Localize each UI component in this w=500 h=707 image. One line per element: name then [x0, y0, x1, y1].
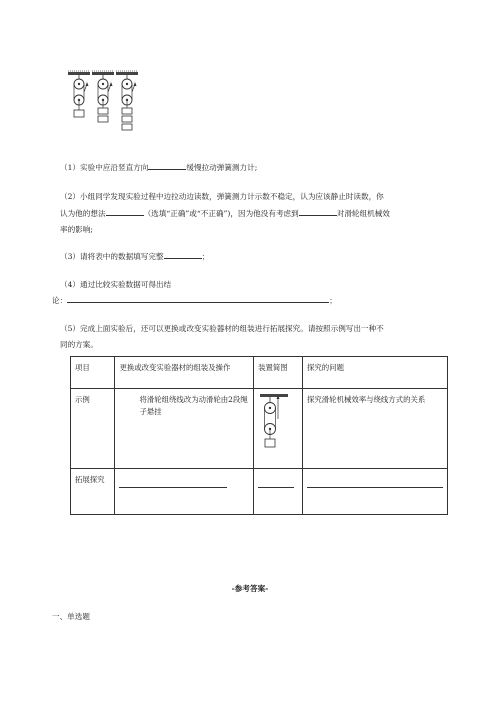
question-2-text-1: （2）小组同学发现实验过程中边拉动边读数，弹簧测力计示数不稳定，认为应该静止时读数，你: [60, 192, 384, 201]
pulley-apparatus-figure: [66, 70, 148, 142]
pulley-diagram-icon: [256, 393, 292, 453]
table-row-extend: [71, 469, 448, 515]
pulley-setup-3-icon: [116, 71, 138, 130]
question-4-text-1: （4）通过比较实验数据可得出结: [60, 280, 172, 289]
question-2-text-3: 率的影响;: [60, 225, 93, 234]
question-5-line-1: [60, 321, 460, 337]
question-1-prefix: （1）实验中应沿竖直方向: [60, 163, 149, 172]
table-header-cell: 探究的问题: [303, 357, 448, 389]
question-2-blank-2[interactable]: [299, 206, 337, 216]
table-cell-label: 拓展探究: [71, 469, 115, 515]
question-3-blank[interactable]: [164, 249, 202, 259]
pulley-setup-1-icon: [68, 71, 90, 117]
table-cell-diagram: [254, 389, 303, 469]
question-4-line-1: [60, 277, 460, 293]
table-header-row: [71, 357, 448, 389]
table-cell-diagram-blank[interactable]: [254, 469, 303, 515]
table-cell-operation: 将滑轮组绕线改为动滑轮由2段绳子悬挂: [115, 389, 254, 469]
question-4-blank[interactable]: [67, 293, 329, 303]
table-cell-operation-blank[interactable]: [115, 469, 254, 515]
question-1: [60, 160, 460, 176]
question-3: [60, 249, 460, 265]
question-2-line-2: [60, 206, 460, 222]
question-1-suffix: 缓慢拉动弹簧测力计;: [186, 163, 258, 172]
section-title: 一、单选题: [52, 612, 90, 621]
question-2-text-2a: 认为他的想法: [60, 209, 106, 218]
table-cell-label: 示例: [71, 389, 115, 469]
question-2-blank-1[interactable]: [106, 206, 144, 216]
table-row-example: [71, 389, 448, 469]
question-4-suffix: ；: [329, 296, 337, 305]
table-cell-question-blank[interactable]: [303, 469, 448, 515]
question-2-text-2c: 对滑轮组机械效: [336, 209, 390, 218]
question-2-line-3: [60, 222, 460, 238]
question-4-line-2: [52, 293, 452, 309]
question-5-line-2: [60, 337, 460, 353]
experiment-table: [70, 356, 448, 515]
table-header-cell: 装置简图: [254, 357, 303, 389]
question-3-prefix: （3）请将表中的数据填写完整: [60, 252, 164, 261]
table-header-cell: 更换或改变实验器材的组装及操作: [115, 357, 254, 389]
pulley-setup-2-icon: [92, 71, 114, 122]
question-1-blank[interactable]: [148, 160, 186, 170]
question-2-line-1: [60, 189, 460, 205]
question-4-text-2: 论：: [52, 296, 68, 305]
question-2-text-2b: （选填“正确”或“不正确”)，因为他没有考虑到: [143, 209, 299, 218]
answer-title: -参考答案-: [231, 584, 269, 593]
question-3-suffix: ；: [201, 252, 210, 261]
question-5-text-1: （5）完成上面实验后，还可以更换或改变实验器材的组装进行拓展探究。请按照示例写出一种不: [60, 324, 384, 333]
table-cell-question: 探究滑轮机械效率与绕线方式的关系: [303, 389, 448, 469]
question-5-text-2: 同的方案。: [60, 340, 98, 349]
table-header-cell: 项目: [71, 357, 115, 389]
